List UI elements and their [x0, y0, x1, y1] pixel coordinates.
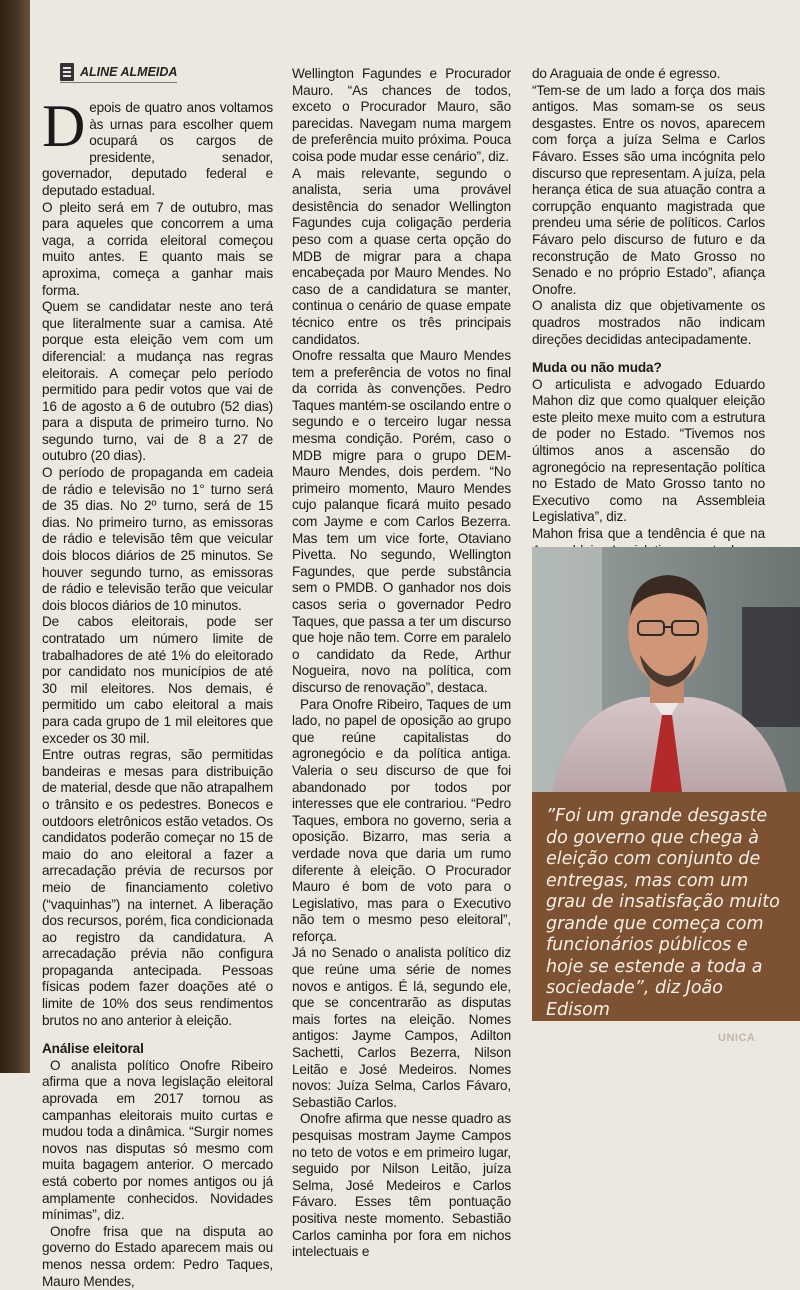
magazine-logo: UNICA: [718, 1032, 756, 1044]
paragraph: Já no Senado o analista político diz que reúne uma série de nomes novos e antigos. É lá, segundo ele, que se concentrarão as disputas mais fortes na eleição. Nomes antigos: Jayme Campos, Adilton Sachetti, Carlos Bezerra, Nilson Leitão e José Medeiros. Nomes novos: Juíza Selma, Carlos Fávaro, Sebastião Carlos.: [292, 945, 511, 1110]
paragraph: Onofre frisa que na disputa ao governo do Estado aparecem mais ou menos nessa ordem: Pedro Taques, Mauro Mendes,: [42, 1223, 273, 1289]
paragraph: Entre outras regras, são permitidas bandeiras e mesas para distribuição de material, desde que não atrapalhem o trânsito e os pedestres. Bonecos e outdoors eletrônicos estão vetados. Os candidatos poderão começar no 15 de maio do ano eleitoral a fazer a arrecadação prévia de recursos por meio de financiamento coletivo (“vaquinhas”) na internet. A liberação dos recursos, porém, fica condicionada ao registro da candidatura. A arrecadação prévia não configura propaganda antecipada. Pessoas físicas podem fazer doações até o limite de 10% dos seus rendimentos brutos no ano anterior à eleição.: [42, 747, 273, 1028]
paragraph: O articulista e advogado Eduardo Mahon diz que como qualquer eleição este pleito mexe muito com a estrutura de poder no Estado. “Tivemos nos últimos anos a ascensão do agronegócio na representação política no Estado de Mato Grosso tanto no Executivo como na Assembleia Legislativa”, diz.: [532, 376, 765, 525]
author-name: ALINE ALMEIDA: [80, 65, 178, 79]
pull-quote: [532, 792, 800, 1021]
left-photo-edge: [0, 0, 30, 1073]
paragraph: Para Onofre Ribeiro, Taques de um lado, no papel de oposição ao grupo que reúne capitalistas do agronegócio e da política antiga. Valeria o seu discurso de que foi abandonado por todos por interesses que ele contrariou. “Pedro Taques, embora no governo, seria a oposição. Bizarro, mas seria a verdade nova que daria um rumo diferente à eleição. O Procurador Mauro é bom de voto para o Legislativo, mas para o Executivo não tem o mesmo peso eleitoral”, reforça.: [292, 696, 511, 944]
quote-text: ”Foi um grande desgaste do governo que chega à eleição com conjunto de entregas, mas com um grau de insatisfação muito grande que começa com funcionários públicos e hoje se estende a toda a sociedade”, diz João Edisom: [546, 806, 780, 1020]
paragraph: O período de propaganda em cadeia de rádio e televisão no 1° turno será de 35 dias. No 2º turno, será de 15 dias. No primeiro turno, as emissoras de rádio e televisão têm que veicular dois blocos diários de 25 minutos. Se houver segundo turno, as emissoras de rádio e televisão terão que veicular dois blocos diários de 10 minutos.: [42, 465, 273, 613]
drop-cap: D: [42, 93, 86, 159]
paragraph: Mahon frisa que a tendência é que na: [532, 526, 765, 542]
paragraph: A mais relevante, segundo o analista, seria uma provável desistência do senador Wellington Fagundes cuja coligação perderia peso com a quase certa opção do MDB de migrar para a chapa encabeçada por Mauro Mendes. No caso de a candidatura se manter, continua o cenário de quase empate técnico entre os três principais candidatos.: [292, 165, 511, 347]
paragraph: [42, 93, 273, 200]
section-heading: Muda ou não muda?: [532, 360, 662, 376]
paragraph: O pleito será em 7 de outubro, mas para aqueles que concorrem a uma vaga, a corrida eleitoral começou muito antes. E quanto mais se aproxima, começa a ganhar mais forma.: [42, 199, 273, 298]
column-1: [42, 93, 273, 1290]
column-2: [292, 66, 511, 1261]
paragraph: O analista político Onofre Ribeiro afirma que a nova legislação eleitoral aprovada em 2017 tornou as campanhas eleitorais muito curtas e mudou toda a dinâmica. “Surgir nomes novos nas disputas só mesmo com muita bagagem anterior. O mercado está coberto por nomes antigos ou já amplamente conhecidos. Novidades mínimas”, diz.: [42, 1057, 273, 1223]
paragraph: Onofre ressalta que Mauro Mendes tem a preferência de votos no final da corrida às convenções. Pedro Taques mantém-se oscilando entre o segundo e o terceiro lugar nessa mesma condição. Porém, caso o MDB migre para o grupo DEM-Mauro Mendes, dois perdem. “No primeiro momento, Mauro Mendes cujo palanque ficará muito pesado com Jayme e com Carlos Bezerra. Mas tem um vice forte, Otaviano Pivetta. No segundo, Wellington Fagundes, que perde substância sem o PMDB. O ganhador nos dois casos seria o governador Pedro Taques, que passa a ter um discurso que hoje não tem. Corre em paralelo o candidato da Rede, Arthur Nogueira, novo na política, com discurso de renovação”, destaca.: [292, 348, 511, 695]
section-heading: Análise eleitoral: [42, 1041, 144, 1057]
paragraph: do Araguaia de onde é egresso.: [532, 66, 721, 81]
paragraph: “Tem-se de um lado a força dos mais antigos. Mas somam-se os seus desgastes. Entre os novos, aparecem com força a juíza Selma e Carlos Fávaro. Esses são uma incógnita pelo discurso que representam. A juíza, pela herança ética de sua atuação contra a corrupção enquanto magistrada que prendeu uma série de políticos. Carlos Fávaro pelo discurso de futuro e da reconstrução de Mato Grosso no Senado e no próprio Estado”, afiança Onofre.: [532, 82, 765, 297]
byline: [60, 62, 177, 83]
paragraph: O analista diz que objetivamente os quadros mostrados não indicam direções decididas antecipadamente.: [532, 298, 765, 347]
paragraph: De cabos eleitorais, pode ser contratado um número limite de trabalhadores de até 1% do eleitorado por candidato nos municípios de até 30 mil eleitores. Nos demais, é permitido um cabo eleitoral a mais para cada grupo de 1 mil eleitores que exceder os 30 mil.: [42, 614, 273, 746]
portrait-photo: [532, 547, 800, 792]
paragraph: Onofre afirma que nesse quadro as pesquisas mostram Jayme Campos no teto de votos e em primeiro lugar, seguido por Nilson Leitão, juíza Selma, José Medeiros e Carlos Fávaro. Esses têm pontuação positiva neste momento. Sebastião Carlos caminha por fora em nichos intelectuais e: [292, 1111, 511, 1260]
paragraph-text: epois de quatro anos voltamos às urnas para escolher quem ocupará os cargos de presidente, senador, governador, deputado federal e deputado estadual.: [42, 100, 273, 198]
column-3: [532, 66, 765, 626]
portrait-illustration: [532, 547, 800, 792]
document-icon: [60, 63, 74, 81]
paragraph: Wellington Fagundes e Procurador Mauro. “As chances de todos, exceto o Procurador Mauro, são parecidas. Navegam numa margem de preferência muito próxima. Pouca coisa pode mudar esse cenário”, diz.: [292, 66, 511, 164]
paragraph: Quem se candidatar neste ano terá que literalmente suar a camisa. Até porque esta eleição vem com um diferencial: a mudança nas regras eleitorais. A começar pelo período permitido para pedir votos que vai de 16 de agosto a 6 de outubro (52 dias) para a disputa de primeiro turno. No segundo turno, vai de 8 a 27 de outubro (20 dias).: [42, 299, 273, 464]
